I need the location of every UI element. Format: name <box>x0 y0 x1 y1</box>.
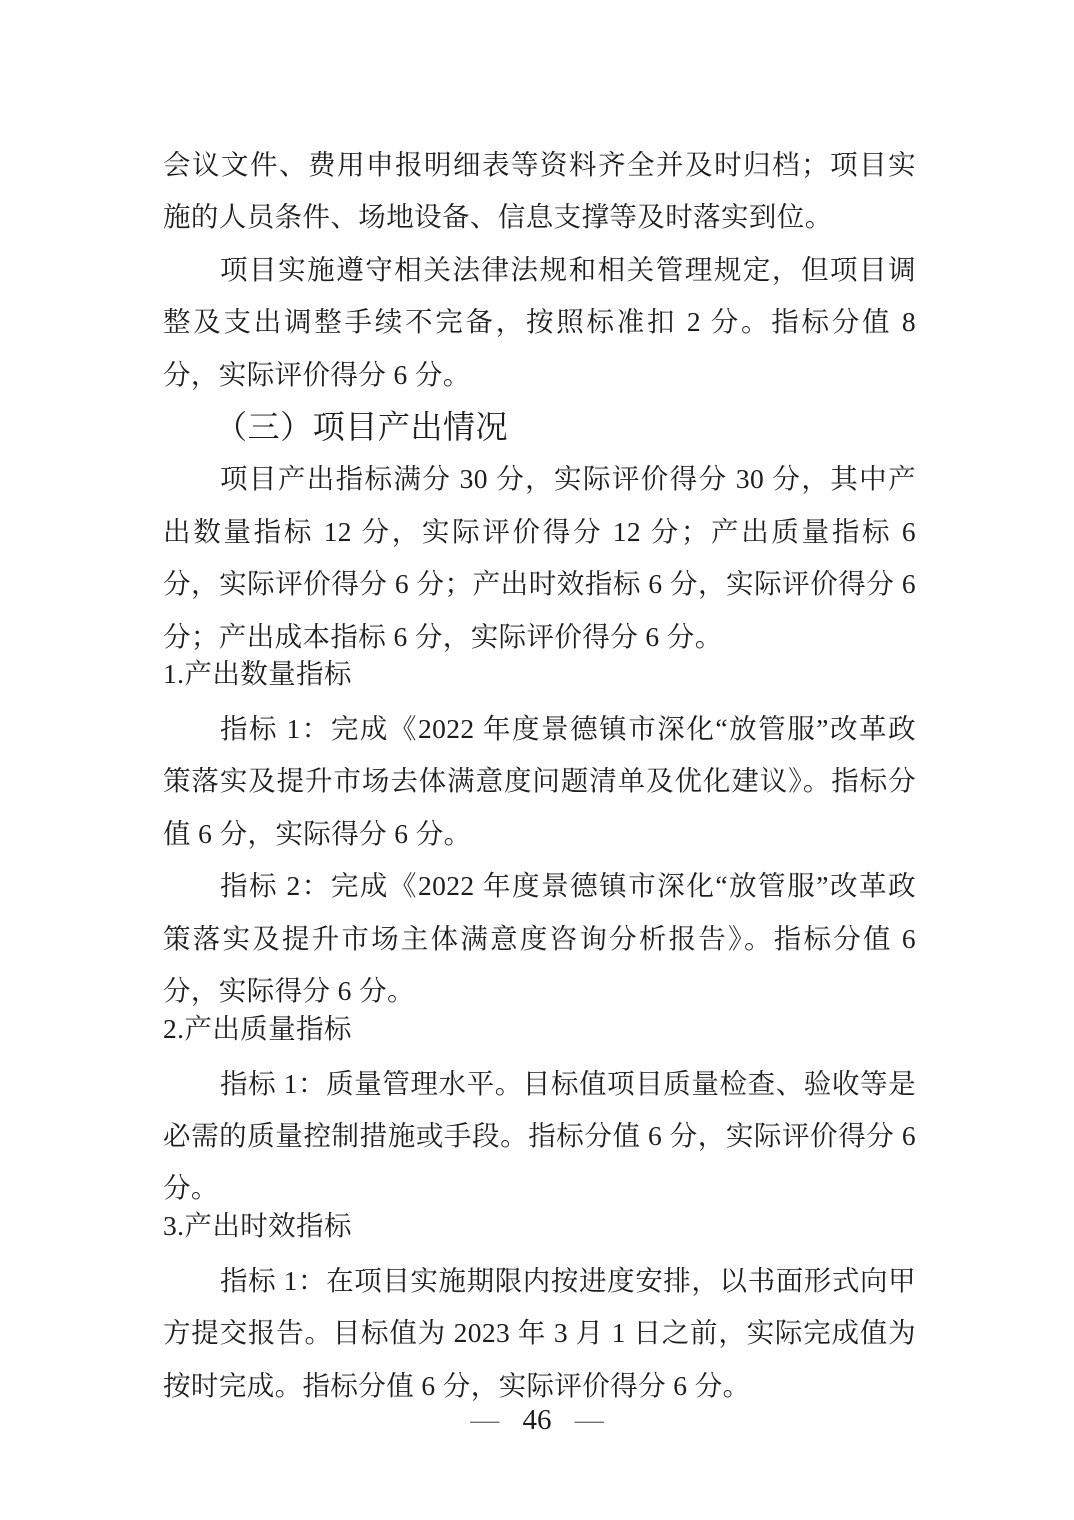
section-heading-project-output: （三）项目产出情况 <box>215 409 509 446</box>
footer-dash-left: — <box>470 1404 500 1436</box>
paragraph-quality-indicator-1: 指标 1：质量管理水平。目标值项目质量检查、验收等是必需的质量控制措施或手段。指标分值 6 分，实际评价得分 6 分。 <box>163 1067 916 1204</box>
subheading-output-quality: 2.产出质量指标 <box>163 1012 352 1044</box>
subheading-output-quantity: 1.产出数量指标 <box>163 658 352 690</box>
paragraph-output-scores-summary: 项目产出指标满分 30 分，实际评价得分 30 分，其中产出数量指标 12 分，实际评价得分 12 分；产出质量指标 6 分，实际评价得分 6 分；产出时效指标 6 分，实际评价得分 6 分；产出成本指标 6 分，实际评价得分 6 分。 <box>163 463 916 652</box>
subheading-output-timeliness: 3.产出时效指标 <box>163 1209 352 1241</box>
paragraph-archive-materials: 会议文件、费用申报明细表等资料齐全并及时归档；项目实施的人员条件、场地设备、信息支撑等及时落实到位。 <box>163 149 916 233</box>
paragraph-timeliness-indicator-1: 指标 1：在项目实施期限内按进度安排，以书面形式向甲方提交报告。目标值为 2023 年 3 月 1 日之前，实际完成值为按时完成。指标分值 6 分，实际评价得分 6 分。 <box>163 1264 916 1401</box>
paragraph-compliance-score: 项目实施遵守相关法律法规和相关管理规定，但项目调整及支出调整手续不完备，按照标准扣 2 分。指标分值 8 分，实际评价得分 6 分。 <box>163 253 916 390</box>
paragraph-quantity-indicator-2: 指标 2：完成《2022 年度景德镇市深化“放管服”改革政策落实及提升市场主体满意度咨询分析报告》。指标分值 6 分，实际得分 6 分。 <box>163 870 916 1007</box>
paragraph-quantity-indicator-1: 指标 1：完成《2022 年度景德镇市深化“放管服”改革政策落实及提升市场去体满意度问题清单及优化建议》。指标分值 6 分，实际得分 6 分。 <box>163 713 916 849</box>
page-number: 46 <box>522 1404 552 1436</box>
footer-dash-right: — <box>574 1404 604 1436</box>
page-footer <box>0 1404 1074 1437</box>
page-body-text <box>163 139 916 1412</box>
